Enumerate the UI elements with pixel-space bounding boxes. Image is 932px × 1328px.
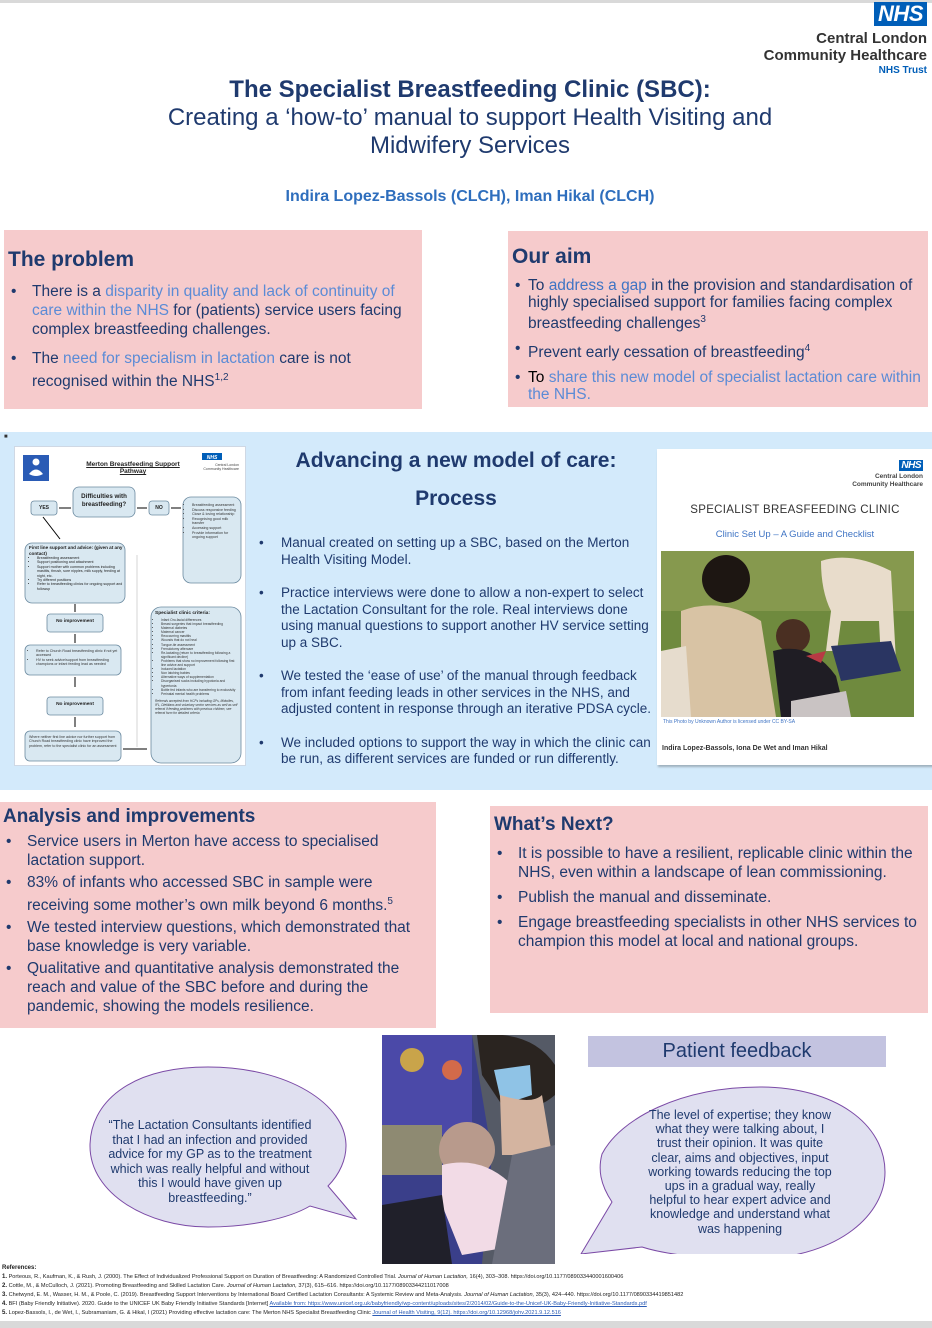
feedback-quote-2: The level of expertise; they know what they were talking about, I trust their opinion. It was quite clear, aims and objectives, input working towards reducing the top ups in a gradual way, really helpful to hear expert advice and knowledge and understand what was happening [648,1108,832,1236]
references-heading: References: [2,1265,37,1271]
pathway-flowchart [14,446,246,766]
patient-photo [382,1035,555,1264]
flowchart-first-line: First line support and advice: (given at any contact) • Breastfeeding assessment • Support positioning and attachment • Support mother with common problems including mastitis, thrush, sore nipples, milk supply, feeding at night, etc. • Try different positions • Refer to breastfeeding clinics for ongoing support and followup [29,545,123,591]
flowchart-no: NO [155,505,163,511]
analysis-section [0,802,436,1028]
process-heading: Advancing a new model of care: [295,449,617,472]
reference-link[interactable]: Available from: https://www.unicef.org.uk/babyfriendly/wp-content/uploads/sites/2/2014/02/Guide-to-the-Unicef-UK-Baby-Friendly-Initiative-Standards.pdf [269,1301,647,1307]
references [2,1264,932,1318]
svg-text:NHS: NHS [206,455,218,461]
poster-authors: Indira Lopez-Bassols (CLCH), Iman Hikal (CLCH) [285,188,655,205]
poster-header [100,76,840,160]
svg-text:Community Healthcare: Community Healthcare [203,467,239,471]
aim-section [508,231,928,407]
logo-org-line2: Community Healthcare [763,47,927,64]
cover-authors: Indira Lopez-Bassols, Iona De Wet and Iman Hikal [662,745,828,752]
logo-org-line1: Central London [816,30,927,47]
svg-text:Central London: Central London [215,463,239,467]
next-list [494,844,924,951]
process-item: • Manual created on setting up a SBC, based on the Merton Health Visiting Model. [256,535,656,568]
reference-item: 2. Cottle, M., & McCulloch, J. (2021). Promoting Breastfeeding and Skilled Lactation Care. Journal of Human Lactation, 37(3), 615–616. https://doi.org/10.1177/08903344211017008 [2,1283,449,1289]
bottom-border [0,1321,932,1328]
flowchart-no-improvement-2: No improvement [56,702,94,707]
flowchart-title: Merton Breastfeeding Support Pathway [86,461,180,475]
aim-list [512,277,924,403]
aim-item: • To share this new model of specialist lactation care within the NHS. [512,369,924,403]
aim-item: • To address a gap in the provision and standardisation of highly specialised support for families facing complex breastfeeding challenges$^3$ [512,277,924,332]
flowchart-criteria: Specialist clinic criteria: • Infant Oro-facial differences • Breast surgeries that impact breastfeeding • Maternal diabetes • Maternal cancer • Reoccurring mastitis • Wounds that do not heal • Tongue-tie assessment • Frenulotomy aftercare • Re-lactating (return to breastfeeding following a significant decline) • Problems that show no improvement following first line advice and support • Induced lactation • Non latching babies • Alternative ways of supplementation • Disorganised sucks including hypotonia and hypertonia • Bottle fed infants who are transferring to exclusivity • Perinatal mental health problems Referrals accepted from HCPs including GPs, Midwifes, IFL, Dietitians and voluntary sector services as well as self referral if feeding problems with previous children, see referral form for detailed criteria [155,611,239,715]
breastfeeding-photo-image [661,551,914,717]
poster-title: The Specialist Breastfeeding Clinic (SBC): [229,76,711,103]
analysis-list [3,832,433,1016]
flowchart-no-box: • Breastfeeding assessment • Discuss responsive feeding • Close & loving relationship • Recognising good milk transfer • Accessing support • Provide information for ongoing support [187,503,239,540]
analysis-item: • Qualitative and quantitative analysis demonstrated the reach and value of the SBC before and during the pandemic, showing the models resilience. [3,959,433,1016]
process-item: • Practice interviews were done to allow a non-expert to select the Lactation Consultant for the role. Real interviews done using manual questions to support another HV service setting up a SBC. [256,585,656,651]
problem-list [8,282,418,391]
clch-logo [747,2,927,77]
process-content [256,442,656,768]
flowchart-final-box: Where neither first line advice nor further support from Church Road breastfeeding clinic have improved the problem, refer to the specialist clinic for an assessment [29,735,117,748]
reference-item: 3. Chetwynd, E. M., Wasser, H. M., & Poole, C. (2019). Breastfeeding Support Interventions by International Board Certified Lactation Consultants: A Systemic Review and Meta-Analysis. Journal of Human Lactation, 35(3), 424–440. https://doi.org/10.1177/0890334419851482 [2,1292,684,1298]
analysis-item: • Service users in Merton have access to specialised lactation support. [3,832,433,870]
reference-item: 1. Porteous, R., Kaufman, K., & Rush, J. (2000). The Effect of Individualized Professional Support on Duration of Breastfeeding: A Randomized Controlled Trial. Journal of Human Lactation, 16(4), 303–308. https://doi.org/10.1177/089033440001600406 [2,1274,624,1280]
photo-credit: This Photo by Unknown Author is licensed under CC BY-SA [663,719,796,725]
feedback-quote-1: “The Lactation Consultants identified that I had an infection and provided advice for my GP as to the treatment which was really helpful and without this I would have given up breastfeeding.” [108,1118,312,1205]
cover-title: SPECIALIST BREASFEEDING CLINIC [690,504,900,516]
cover-nhs-icon: NHS [901,460,921,471]
flowchart-refer-box: • Refer to Church Road breastfeeding clinic if not yet accessed • HV to seek advice/support from breastfeeding champions or infant feeding lead as needed [29,649,119,667]
problem-item: • There is a disparity in quality and lack of continuity of care within the NHS for (patients) service users facing complex breastfeeding challenges. [8,282,418,339]
cover-photo [661,551,914,717]
poster-subtitle-line1: Creating a ‘how-to’ manual to support Health Visiting and [167,104,773,131]
problem-section [4,230,422,409]
marker-dot: ■ [4,434,8,440]
logo-trust: NHS Trust [878,65,927,76]
reference-link[interactable]: Journal of Health Visiting, 9(12). https://doi.org/10.12968/johv.2021.9.12.516 [372,1310,561,1316]
analysis-item: • We tested interview questions, which demonstrated that base knowledge is very variable. [3,918,433,956]
next-item: • Engage breastfeeding specialists in other NHS services to champion this model at local and national groups. [494,913,924,951]
next-section [490,806,928,1013]
analysis-item: • 83% of infants who accessed SBC in sample were receiving some mother’s own milk beyond 6 months.$^5$ [3,873,433,915]
problem-item: • The need for specialism in lactation care is not recognised within the NHS$^{1,2}$ [8,349,418,391]
process-list [256,535,656,768]
flowchart-yes: YES [38,505,49,511]
feedback-heading: Patient feedback [588,1036,886,1067]
aim-item: • Prevent early cessation of breastfeeding$^4$ [512,340,924,361]
next-heading: What’s Next? [494,814,614,835]
poster-subtitle-line2: Midwifery Services [369,132,571,159]
process-item: • We included options to support the way in which the clinic can be run, as different services are funded or run differently. [256,735,656,768]
reference-item: 5. Lopez-Bassols, I., de Wet, I., Subramaniam, G. & Hikal, I (2021) Providing effective lactation care: The Merton NHS Specialist Breastfeeding Clinic Journal of Health Visiting, 9(12). https://doi.org/10.12968/johv.2021.9.12.516 [2,1310,561,1316]
next-item: • Publish the manual and disseminate. [494,888,924,907]
cover-logo: NHS Central London Community Healthcare [852,460,923,488]
nhs-logo-icon: NHS [874,2,927,26]
next-item: • It is possible to have a resilient, replicable clinic within the NHS, even within a landscape of lean commissioning. [494,844,924,882]
manual-cover [657,449,932,765]
problem-heading: The problem [8,248,135,271]
process-item: • We tested the ‘ease of use’ of the manual through feedback from infant feeding leads in other services in the NHS, and adjusted content in response through an iterative PDSA cycle. [256,668,656,718]
flowchart-question: Difficulties with breastfeeding? [81,493,127,508]
reference-item: 4. BFI (Baby Friendly Initiative). 2020. Guide to the UNICEF UK Baby Friendly Initiative Standards [Internet] Available from: https://www.unicef.org.uk/babyfriendly/wp-content/uploads/sites/2/2014/02/Guide-to-the-Unicef-UK-Baby-Friendly-Initiative-Standards.pdf [2,1301,647,1307]
process-subheading: Process [415,487,497,510]
aim-heading: Our aim [512,245,592,268]
mother-baby-photo-image [382,1035,555,1264]
cover-subtitle: Clinic Set Up – A Guide and Checklist [715,529,875,540]
analysis-heading: Analysis and improvements [3,806,256,827]
flowchart-no-improvement-1: No improvement [56,619,94,624]
